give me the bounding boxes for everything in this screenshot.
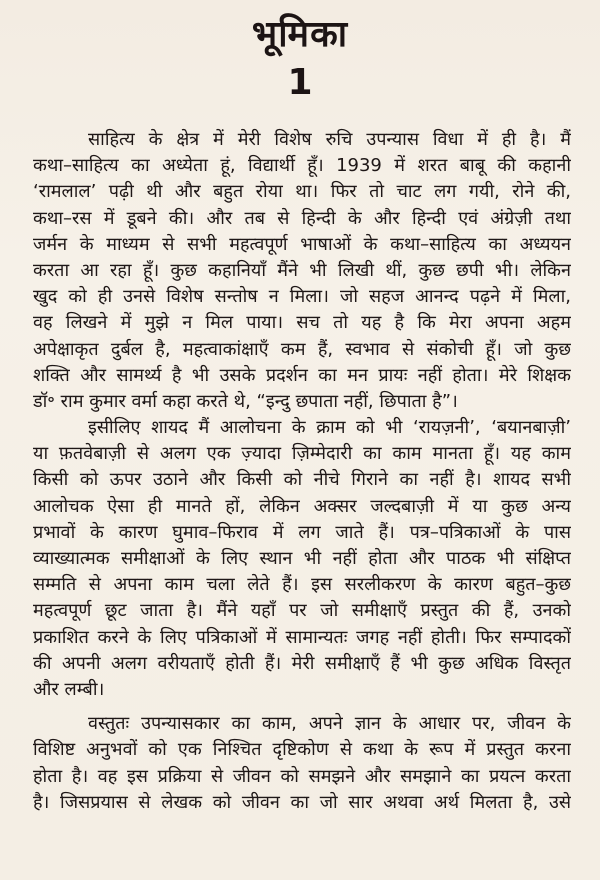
- chapter-number: 1: [287, 62, 313, 103]
- paragraph-3: [33, 711, 571, 816]
- text-line: सम्मति से अपना काम चला लेते हैं। इस सरलीकरण के कारण बहुत–कुछ: [33, 574, 571, 596]
- text-line: प्रकाशित करने के लिए पत्रिकाओं में सामान्यतः जगह नहीं होती। फिर सम्पादकों: [33, 626, 571, 648]
- text-line: वह लिखने में मुझे न मिल पाया। सच तो यह है कि मेरा अपना अहम: [33, 312, 571, 334]
- text-line: विशिष्ट अनुभवों को एक निश्चित दृष्टिकोण से कथा के रूप में प्रस्तुत करना: [33, 739, 571, 761]
- text-line: शक्ति और सामर्थ्य है भी उसके प्रदर्शन का मन प्रायः नहीं होता। मेरे शिक्षक: [33, 364, 571, 386]
- text-line: साहित्य के क्षेत्र में मेरी विशेष रुचि उपन्यास विधा में ही है। मैं: [88, 129, 571, 150]
- text-line: जर्मन के माध्यम से सभी महत्वपूर्ण भाषाओं के कथा–साहित्य का अध्ययन: [33, 233, 571, 255]
- text-line: इसीलिए शायद मैं आलोचना के क्राम को भी ‘रायज़नी’, ‘बयानबाज़ी’: [88, 417, 571, 439]
- text-line: वस्तुतः उपन्यासकार का काम, अपने ज्ञान के आधार पर, जीवन के: [88, 713, 571, 735]
- text-line: प्रभावों के कारण घुमाव–फिराव में लग जाते हैं। पत्र–पत्रिकाओं के पास: [33, 521, 571, 543]
- text-line: किसी को ऊपर उठाने और किसी को नीचे गिराने का नहीं है। शायद सभी: [33, 469, 571, 491]
- text-line: होता है। वह इस प्रक्रिया से जीवन को समझने और समझाने का प्रयत्न करता: [33, 765, 571, 787]
- text-line: और लम्बी।: [33, 678, 105, 700]
- text-line: करता आ रहा हूँ। कुछ कहानियाँ मैंने भी लिखी थीं, कुछ छपी भी। लेकिन: [33, 259, 571, 281]
- text-line: अपेक्षाकृत दुर्बल है, महत्वाकांक्षाएँ कम हैं, स्वभाव से संकोची हूँ। जो कुछ: [33, 338, 571, 360]
- text-line: है। जिसप्रयास से लेखक को जीवन का जो सार अथवा अर्थ मिलता है, उसे: [33, 791, 571, 813]
- paragraph-gap: [33, 703, 571, 711]
- paragraph-1: [33, 127, 571, 415]
- body-text: [33, 127, 571, 816]
- text-line: डॉ॰ राम कुमार वर्मा कहा करते थे, “इन्दु छपाता नहीं, छिपाता है”।: [33, 390, 458, 412]
- paragraph-2: [33, 415, 571, 703]
- text-line: ‘रामलाल’ पढ़ी थी और बहुत रोया था। फिर तो चाट लग गयी, रोने की,: [33, 181, 571, 203]
- text-line: या फ़तवेबाज़ी से अलग एक ज़्यादा ज़िम्मेदारी का काम मानता हूँ। यह काम: [33, 443, 571, 465]
- text-line: कथा–साहित्य का अध्येता हूं, विद्यार्थी हूँ। 1939 में शरत बाबू की कहानी: [33, 155, 571, 177]
- text-line: आलोचक ऐसा ही मानते हों, लेकिन अक्सर जल्दबाज़ी में या कुछ अन्य: [33, 495, 571, 517]
- text-line: की अपनी अलग वरीयताएँ होती हैं। मेरी समीक्षाएँ हैं भी कुछ अधिक विस्तृत: [33, 652, 571, 674]
- text-line: महत्वपूर्ण छूट जाता है। मैंने यहाँ पर जो समीक्षाएँ प्रस्तुत की हैं, उनको: [33, 600, 571, 622]
- text-line: व्याख्यात्मक समीक्षाओं के लिए स्थान भी नहीं होता और पाठक भी संक्षिप्त: [33, 548, 571, 569]
- text-line: खुद को ही उनसे विशेष सन्तोष न मिला। जो सहज आनन्द पढ़ने में मिला,: [33, 286, 571, 308]
- page-heading: भूमिका: [251, 14, 349, 55]
- text-line: कथा–रस में डूबने की। और तब से हिन्दी के और हिन्दी एवं अंग्रेज़ी तथा: [33, 207, 571, 229]
